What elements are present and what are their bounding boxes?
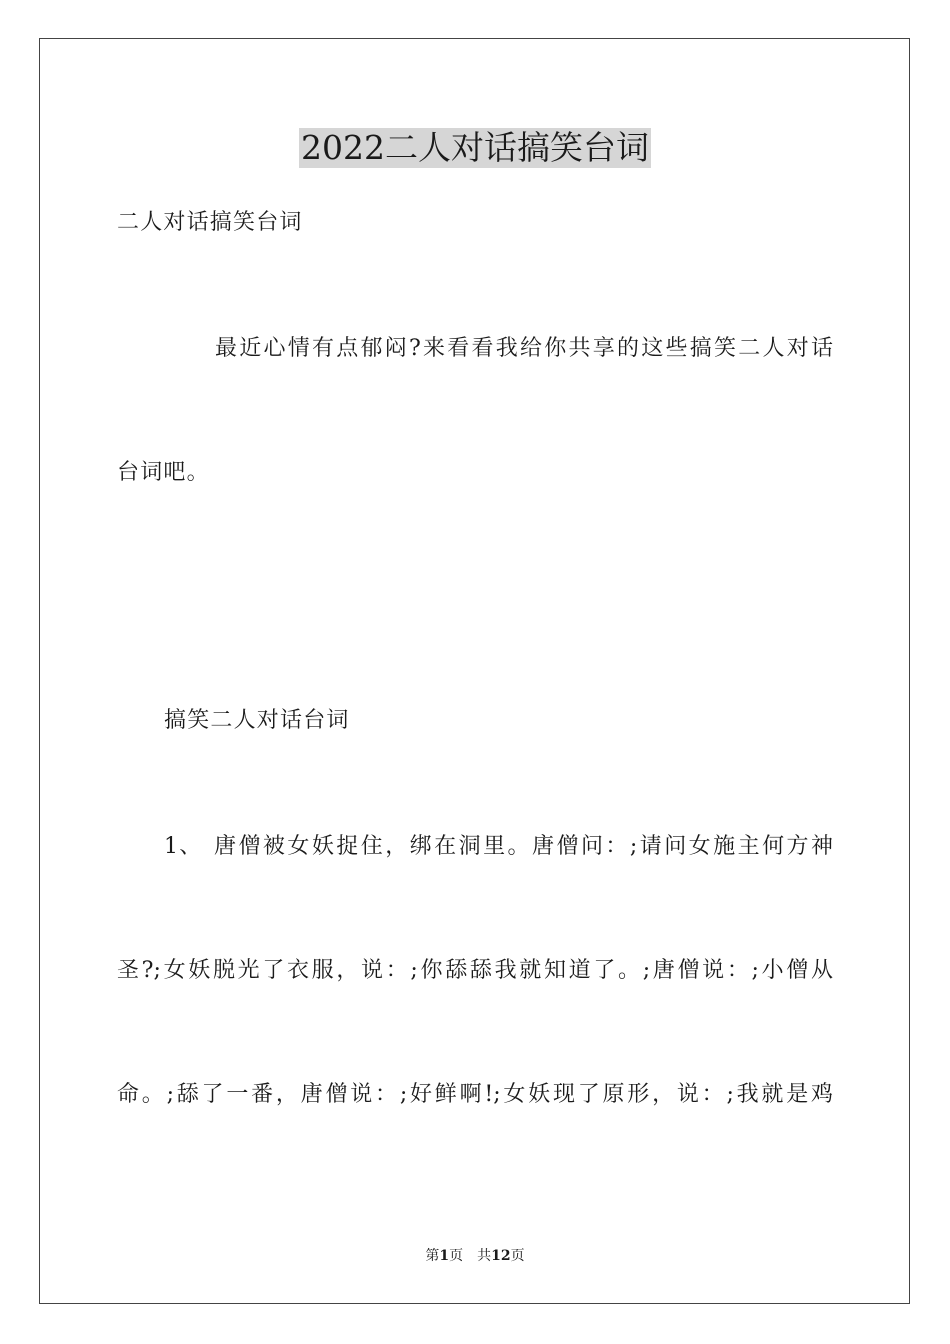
footer-page-current: 1: [439, 1248, 450, 1264]
footer-total-prefix: 共: [477, 1248, 492, 1264]
footer-total-suffix: 页: [510, 1248, 525, 1264]
page-footer: [0, 1246, 950, 1266]
document-title: [0, 128, 950, 168]
list-item-line-3: 命。;舔了一番，唐僧说：;好鲜啊!;女妖现了原形，说：;我就是鸡: [117, 1082, 833, 1107]
footer-page-total: 12: [491, 1248, 511, 1264]
intro-paragraph-line-2: 台词吧。: [117, 460, 210, 485]
footer-page-suffix: 页: [449, 1248, 464, 1264]
intro-paragraph-line-1: 最近心情有点郁闷?来看看我给你共享的这些搞笑二人对话: [215, 336, 833, 361]
document-title-text: 2022二人对话搞笑台词: [301, 128, 649, 167]
section-heading: 搞笑二人对话台词: [164, 708, 350, 733]
document-subtitle: 二人对话搞笑台词: [117, 210, 303, 235]
list-item-line-1: 唐僧被女妖捉住，绑在洞里。唐僧问：;请问女施主何方神: [214, 834, 833, 859]
list-item-line-2: 圣?;女妖脱光了衣服，说：;你舔舔我就知道了。;唐僧说：;小僧从: [117, 958, 833, 983]
list-item-number: 1、: [164, 834, 203, 859]
footer-page-prefix: 第: [425, 1248, 440, 1264]
